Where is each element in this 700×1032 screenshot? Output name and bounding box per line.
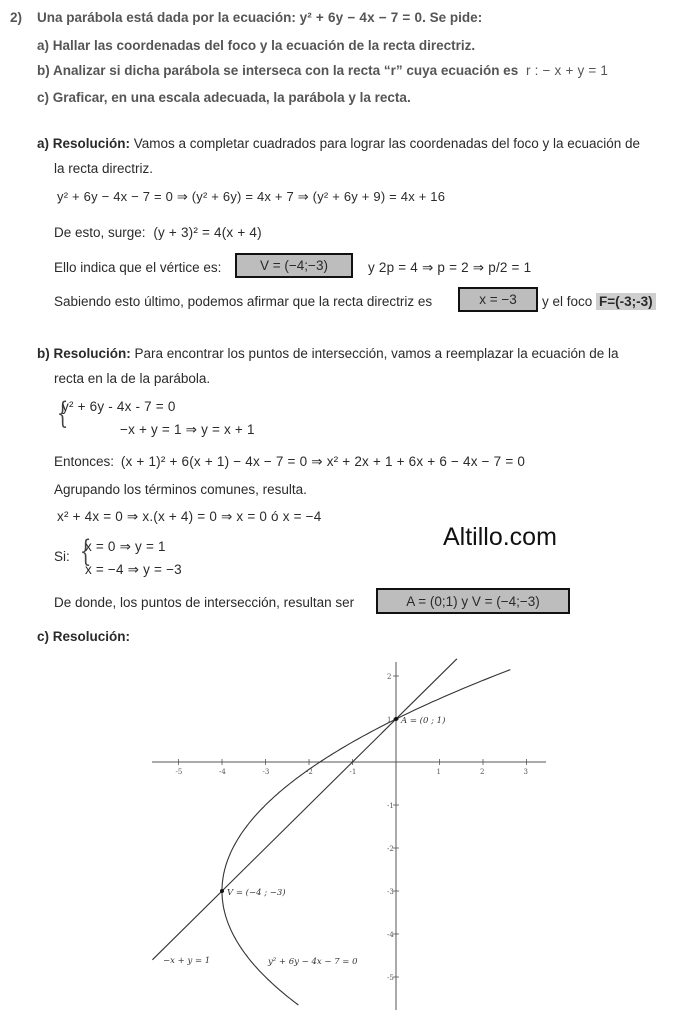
y-tick-label: 1 (387, 716, 392, 724)
graph-ticks (176, 673, 528, 982)
vertex-tail: y 2p = 4 ⇒ p = 2 ⇒ p/2 = 1 (368, 260, 532, 275)
y-tick-label: -5 (387, 974, 394, 982)
y-tick-label: -3 (387, 888, 394, 896)
graph-labels (163, 956, 358, 967)
intersection-point (394, 717, 398, 721)
x-tick-label: -3 (262, 768, 270, 776)
si-brace: { (79, 534, 92, 569)
problem-intro-end: . Se pide: (422, 10, 483, 25)
parabola-curve (222, 670, 510, 1005)
part-b-label: b) Resolución: (37, 346, 131, 361)
vertex-box: V = (−4;−3) (235, 253, 353, 278)
agrupando-text: Agrupando los términos comunes, resulta. (54, 482, 307, 497)
part-a-text2: la recta directriz. (54, 161, 154, 176)
part-b-text1: Para encontrar los puntos de intersección, vamos a reemplazar la ecuación de la (130, 346, 619, 361)
si-label: Si: (54, 549, 70, 564)
parabola-label: y² + 6y − 4x − 7 = 0 (268, 957, 358, 967)
entonces-label: Entonces: (54, 454, 115, 469)
x-tick-label: 2 (480, 768, 485, 776)
si-case1: x = 0 ⇒ y = 1 (85, 539, 166, 554)
system-eq2: −x + y = 1 ⇒ y = x + 1 (120, 422, 255, 437)
system-brace: { (56, 396, 69, 431)
intersection-point-label: V = (−4 ; −3) (227, 888, 286, 898)
result-text: De donde, los puntos de intersección, resultan ser (54, 595, 355, 610)
part-a-text1: Vamos a completar cuadrados para lograr las coordenadas del foco y la ecuación de (130, 136, 641, 151)
intersection-point (220, 889, 224, 893)
part-b-equation2: x² + 4x = 0 ⇒ x.(x + 4) = 0 ⇒ x = 0 ó x = −4 (57, 509, 322, 524)
problem-item-a: a) Hallar las coordenadas del foco y la ecuación de la recta directriz. (37, 38, 476, 53)
y-tick-label: -4 (387, 931, 394, 939)
line-r (152, 659, 457, 960)
graph-curves (152, 659, 510, 1005)
graph-points (220, 715, 445, 898)
y-tick-label: -2 (387, 845, 394, 853)
system-eq1: y² + 6y - 4x - 7 = 0 (62, 399, 176, 414)
line-r-label: −x + y = 1 (163, 956, 211, 966)
x-tick-label: -5 (175, 768, 183, 776)
surge-label: De esto, surge: (54, 225, 146, 240)
problem-intro-text: Una parábola está dada por la ecuación: (37, 10, 300, 25)
y-tick-label: -1 (387, 802, 394, 810)
watermark-text: Altillo.com (443, 523, 557, 551)
entonces-equation: (x + 1)² + 6(x + 1) − 4x − 7 = 0 ⇒ x² + 2x + 1 + 6x + 6 − 4x − 7 = 0 (120, 454, 526, 469)
x-tick-label: -1 (349, 768, 357, 776)
part-c-label: c) Resolución: (37, 629, 131, 644)
problem-intro-equation: y² + 6y − 4x − 7 = 0 (299, 10, 423, 25)
intersection-point-label: A = (0 ; 1) (401, 716, 446, 726)
focus-text: y el foco (542, 294, 593, 309)
x-tick-label: 1 (436, 768, 441, 776)
si-case2: x = −4 ⇒ y = −3 (85, 562, 182, 577)
line-r-equation: r : − x + y = 1 (525, 63, 609, 78)
x-tick-label: 3 (523, 768, 528, 776)
y-tick-label: 2 (387, 673, 392, 681)
part-a-equation1: y² + 6y − 4x − 7 = 0 ⇒ (y² + 6y) = 4x + 7 ⇒ (y² + 6y + 9) = 4x + 16 (57, 189, 446, 204)
problem-item-c: c) Graficar, en una escala adecuada, la parábola y la recta. (37, 90, 411, 105)
problem-number: 2) (10, 10, 23, 25)
directrix-text: Sabiendo esto último, podemos afirmar que la recta directriz es (54, 294, 433, 309)
problem-item-b-text: b) Analizar si dicha parábola se interseca con la recta “r” cuya ecuación es (37, 63, 519, 78)
part-a-label: a) Resolución: (37, 136, 131, 151)
surge-equation: (y + 3)² = 4(x + 4) (153, 225, 262, 240)
x-tick-label: -2 (306, 768, 313, 776)
directrix-box: x = −3 (458, 287, 538, 312)
x-tick-label: -4 (219, 768, 226, 776)
result-box: A = (0;1) y V = (−4;−3) (376, 588, 570, 614)
part-b-text2: recta en la de la parábola. (54, 371, 211, 386)
focus-value: F=(-3;-3) (596, 293, 656, 310)
vertex-text: Ello indica que el vértice es: (54, 260, 222, 275)
